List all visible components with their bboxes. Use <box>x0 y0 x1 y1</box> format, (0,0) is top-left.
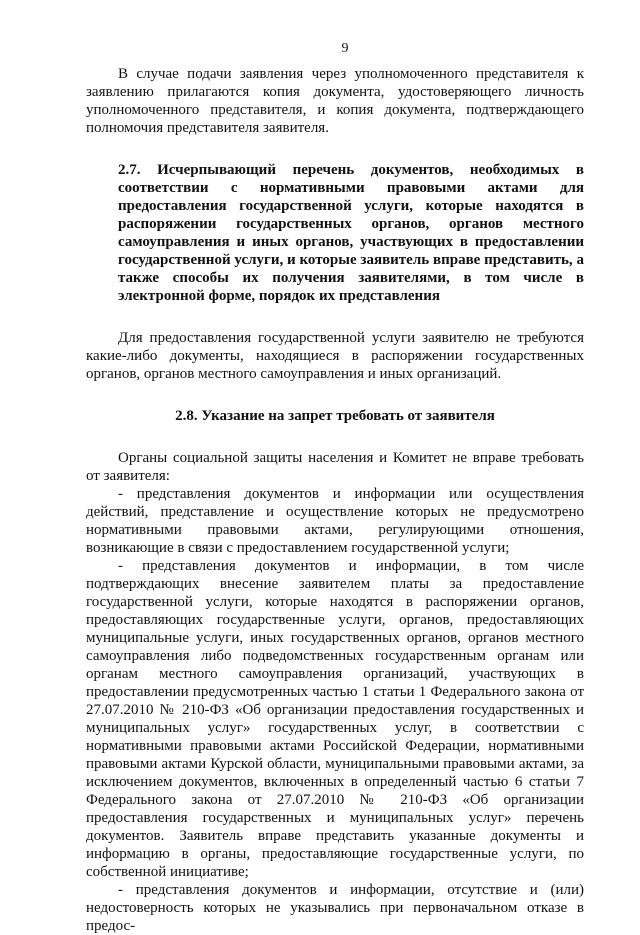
section-2-8-intro: Органы социальной защиты населения и Комитет не вправе требовать от заявителя: <box>86 450 584 484</box>
section-2-8-heading: 2.8. Указание на запрет требовать от заявителя <box>175 408 495 424</box>
page-number: 9 <box>341 41 349 56</box>
section-2-7-heading: 2.7. Исчерпывающий перечень документов, необходимых в соответствии с нормативными правовыми актами для предоставления государственной услуги, которые находятся в распоряжении государственных органов, органов местного самоуправления и иных органов, участвующих в предоставлении государственной услуги, и которые заявитель вправе представить, а также способы их получения заявителями, в том числе в электронной форме, порядок их представления <box>118 162 584 304</box>
section-2-7-body: Для предоставления государственной услуги заявителю не требуются какие-либо документы, находящиеся в распоряжении государственных органов, органов местного самоуправления и иных организаций. <box>86 330 584 382</box>
list-item: - представления документов и информации или осуществления действий, представление и осуществление которых не предусмотрено нормативными правовыми актами, регулирующими отношения, возникающие в связи с предоставлением государственной услуги; <box>86 486 584 556</box>
list-item: - представления документов и информации, отсутствие и (или) недостоверность которых не указывались при первоначальном отказе в предос- <box>86 882 584 934</box>
list-item: - представления документов и информации, в том числе подтверждающих внесение заявителем платы за предоставление государственной услуги, которые находятся в распоряжении органов, предоставляющих государственные услуги, органов, предоставляющих муниципальные услуги, иных государственных органов, органов местного самоуправления либо подведомственных государственным органам или органам местного самоуправления организаций, участвующих в предоставлении предусмотренных частью 1 статьи 1 Федерального закона от 27.07.2010 № 210-ФЗ «Об организации предоставления государственных и муниципальных услуг» государственных услуг, в соответствии с нормативными правовыми актами Российской Федерации, нормативными правовыми актами Курской области, муниципальными правовыми актами, за исключением документов, включенных в определенный частью 6 статьи 7 Федерального закона от 27.07.2010 № 210-ФЗ «Об организации предоставления государственных и муниципальных услуг» перечень документов. Заявитель вправе представить указанные документы и информацию в органы, предоставляющие государственные услуги, по собственной инициативе; <box>86 558 584 880</box>
paragraph-representative: В случае подачи заявления через уполномоченного представителя к заявлению прилагаются копия документа, удостоверяющего личность уполномоченного представителя, и копия документа, подтверждающего полномочия представителя заявителя. <box>86 66 584 136</box>
